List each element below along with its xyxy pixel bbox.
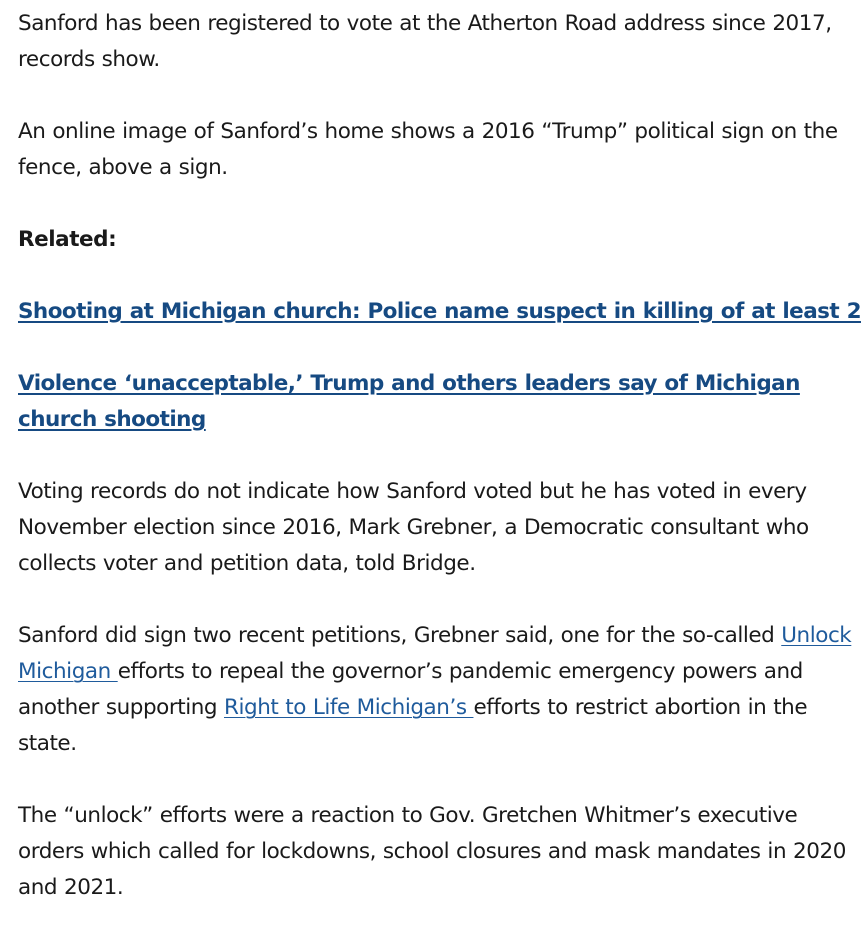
related-link-shooting-suspect[interactable]: Shooting at Michigan church: Police name suspect in killing of at least 2 xyxy=(18,299,861,324)
petitions-text-2: efforts to repeal the governor’s pandemic emergency powers and another supporting xyxy=(18,659,803,720)
article-body xyxy=(18,6,864,942)
paragraph-petitions xyxy=(18,618,864,762)
related-link-violence-unacceptable[interactable]: Violence ‘unacceptable,’ Trump and others leaders say of Michigan church shooting xyxy=(18,371,800,432)
paragraph-voting-records: Voting records do not indicate how Sanford voted but he has voted in every November election since 2016, Mark Grebner, a Democratic consultant who collects voter and petition data, told Bridge. xyxy=(18,479,809,576)
related-heading: Related: xyxy=(18,227,117,252)
link-unlock-michigan[interactable]: Unlock Michigan xyxy=(18,623,852,684)
petitions-text-3: efforts to restrict abortion in the state. xyxy=(18,695,808,756)
related-item-2 xyxy=(18,366,864,438)
paragraph-home-image: An online image of Sanford’s home shows a 2016 “Trump” political sign on the fence, above a sign. xyxy=(18,119,838,180)
related-item-1 xyxy=(18,294,864,330)
petitions-text-1: Sanford did sign two recent petitions, Grebner said, one for the so-called xyxy=(18,623,782,648)
paragraph-registration: Sanford has been registered to vote at the Atherton Road address since 2017, records show. xyxy=(18,11,832,72)
paragraph-unlock-efforts: The “unlock” efforts were a reaction to Gov. Gretchen Whitmer’s executive orders which called for lockdowns, school closures and mask mandates in 2020 and 2021. xyxy=(18,803,846,900)
link-right-to-life-michigan[interactable]: Right to Life Michigan’s xyxy=(224,695,474,720)
